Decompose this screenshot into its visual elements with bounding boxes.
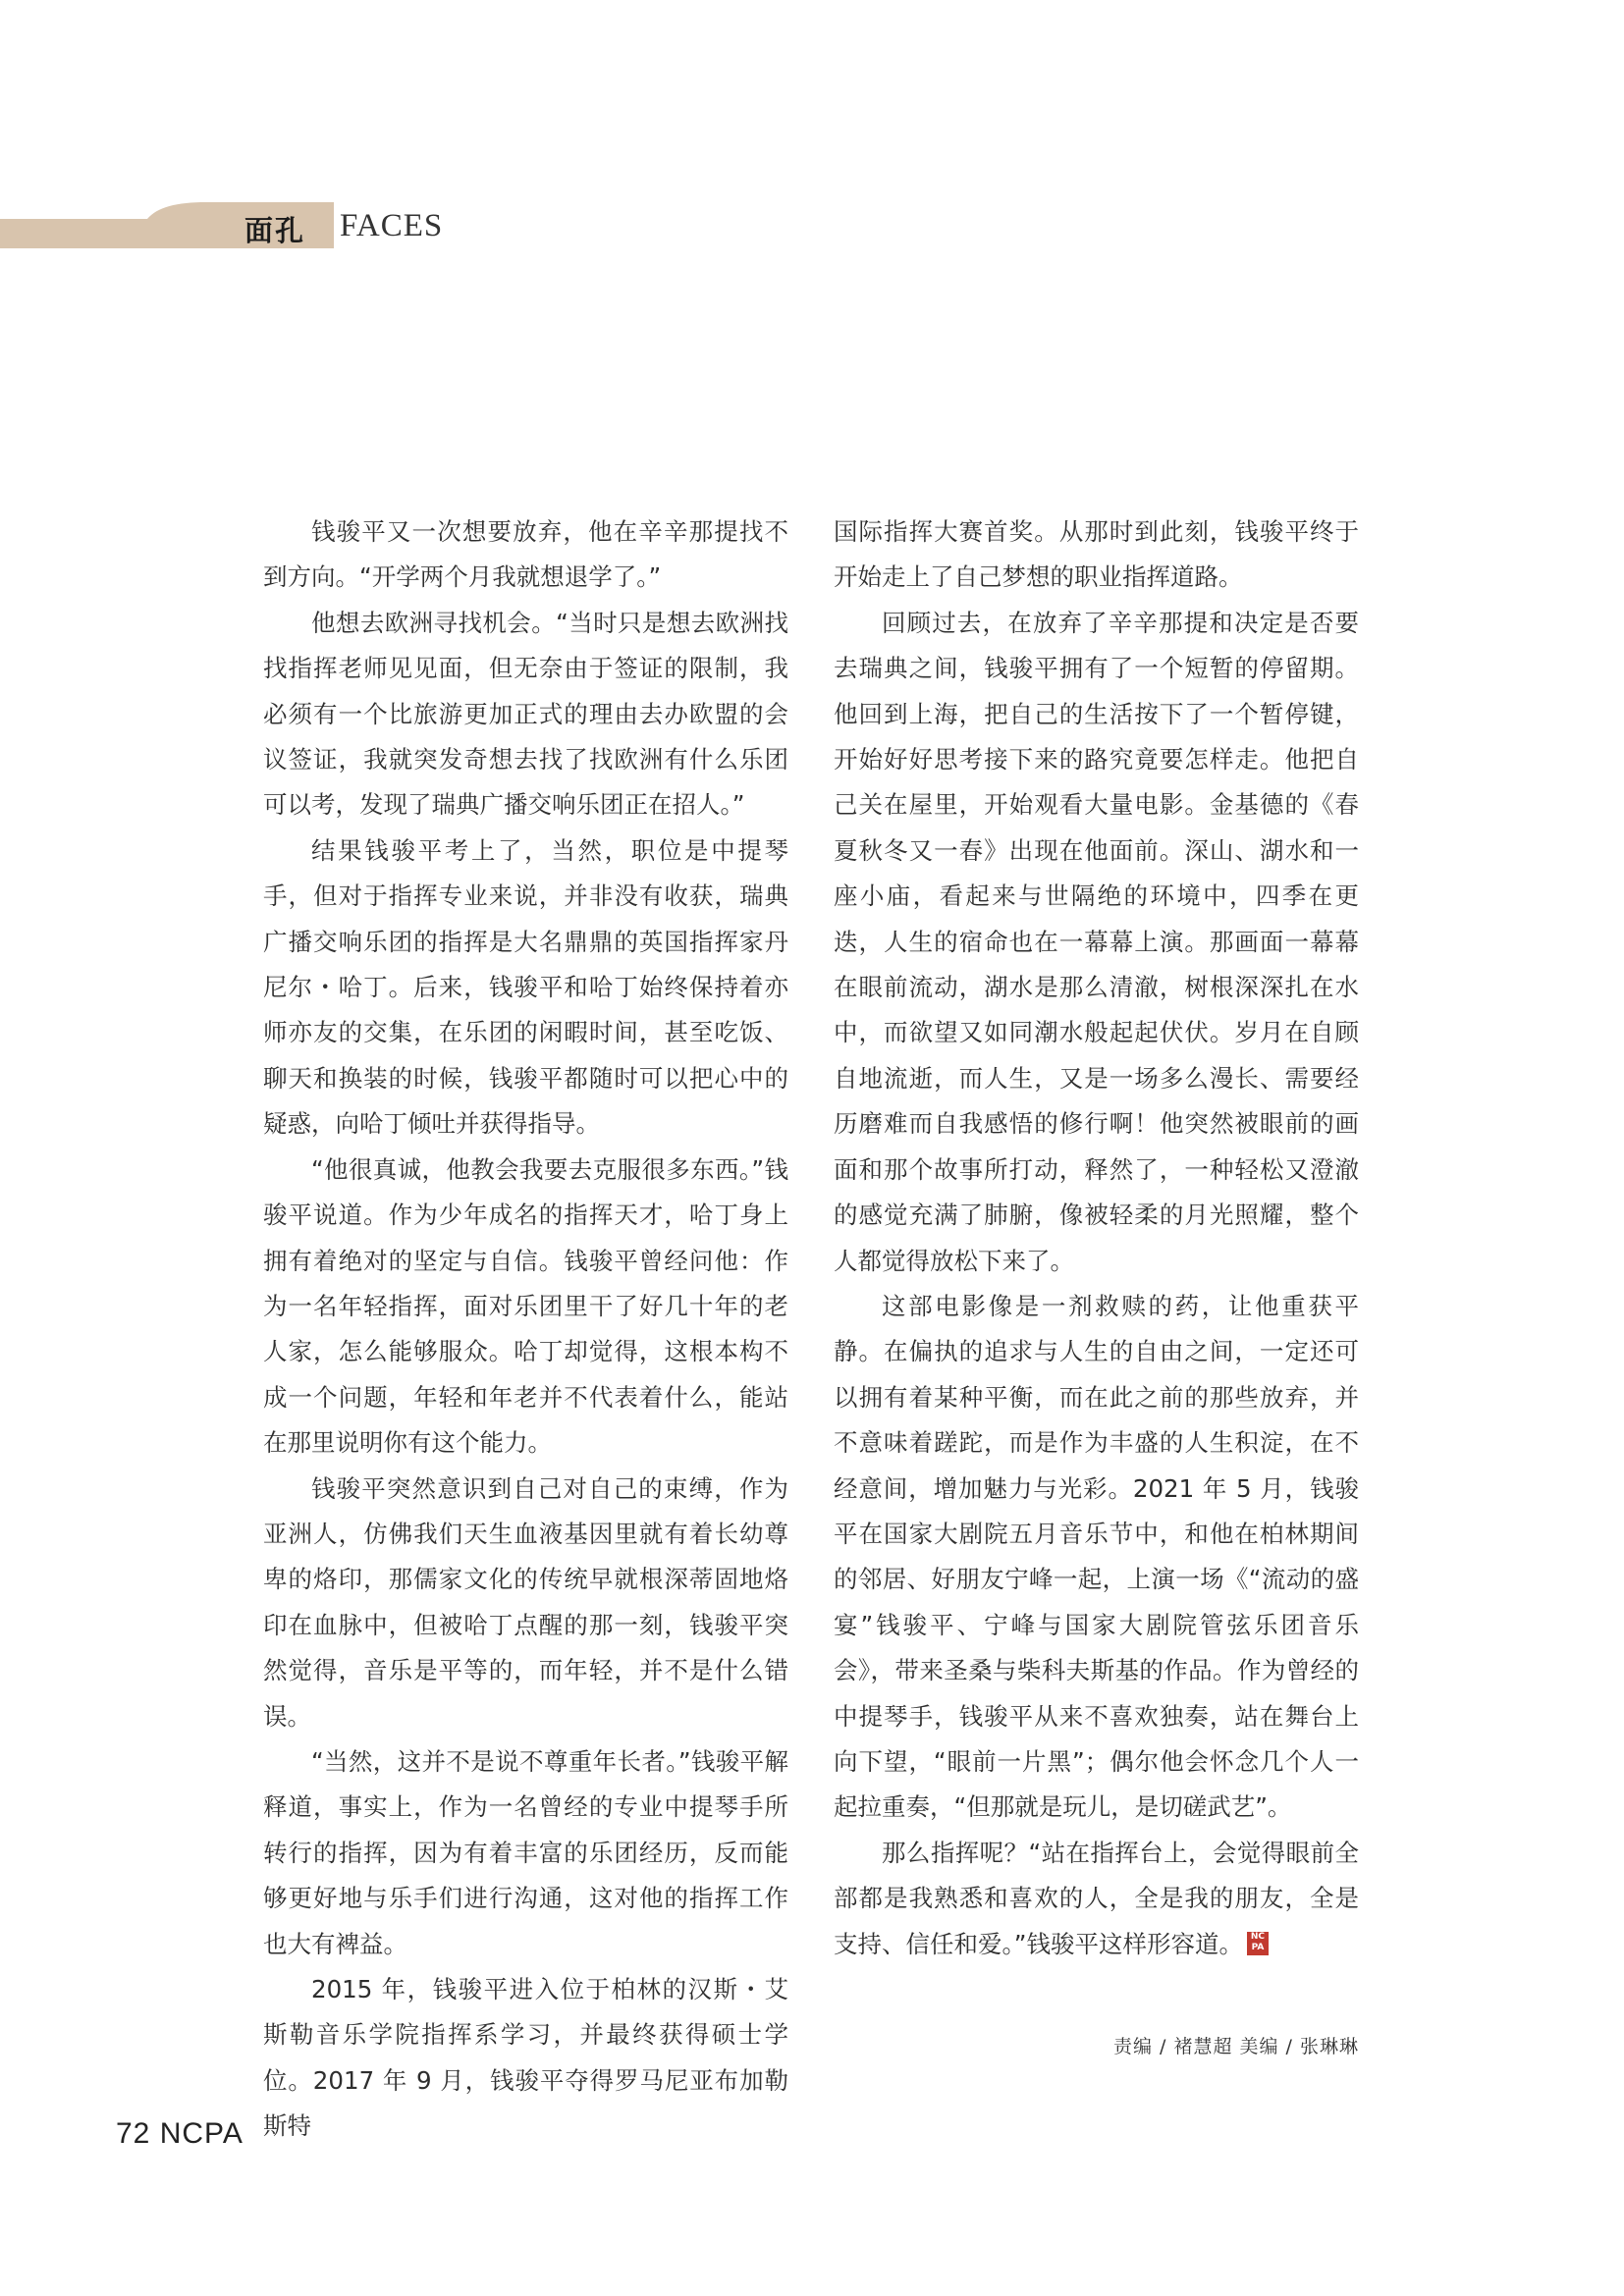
paragraph-text: 结果钱骏平考上了，当然，职位是中提琴手，但对于指挥专业来说，并非没有收获，瑞典广播交响乐团的指挥是大名鼎鼎的英国指挥家丹尼尔・哈丁。后来，钱骏平和哈丁始终保持着亦师亦友的交集，在乐团的闲暇时间，甚至吃饭、聊天和换装的时候，钱骏平都随时可以把心中的疑惑，向哈丁倾吐并获得指导。 <box>263 835 788 1139</box>
paragraph-text: 2015 年，钱骏平进入位于柏林的汉斯・艾斯勒音乐学院指挥系学习，并最终获得硕士学位。2017 年 9 月，钱骏平夺得罗马尼亚布加勒斯特 <box>263 1975 788 2141</box>
article-paragraph <box>834 601 1359 1284</box>
paragraph-text: “当然，这并不是说不尊重年长者。”钱骏平解释道，事实上，作为一名曾经的专业中提琴手所转行的指挥，因为有着丰富的乐团经历，反而能够更好地与乐手们进行沟通，这对他的指挥工作也大有裨益。 <box>263 1746 788 1958</box>
article-column-right <box>834 509 1359 1967</box>
article-paragraph <box>834 1831 1359 1967</box>
article-paragraph <box>263 828 788 1148</box>
paragraph-text: 那么指挥呢？“站在指挥台上，会觉得眼前全部都是我熟悉和喜欢的人，全是我的朋友，全是支持、信任和爱。”钱骏平这样形容道。 <box>834 1838 1359 1958</box>
article-paragraph <box>263 1148 788 1467</box>
section-title-en: FACES <box>340 208 444 243</box>
paragraph-text: 钱骏平又一次想要放弃，他在辛辛那提找不到方向。“开学两个月我就想退学了。” <box>263 517 788 592</box>
article-paragraph <box>263 1467 788 1739</box>
end-mark-line-2: PA <box>1251 1942 1265 1952</box>
paragraph-text: 这部电影像是一剂救赎的药，让他重获平静。在偏执的追求与人生的自由之间，一定还可以拥有着某种平衡，而在此之前的那些放弃，并不意味着蹉跎，而是作为丰盛的人生积淀，在不经意间，增加魅力与光彩。2021 年 5 月，钱骏平在国家大剧院五月音乐节中，和他在柏林期间的邻居、好朋友宁峰一起，上演一场《“流动的盛宴”钱骏平、宁峰与国家大剧院管弦乐团音乐会》，带来圣桑与柴科夫斯基的作品。作为曾经的中提琴手，钱骏平从来不喜欢独奏，站在舞台上向下望，“眼前一片黑”；偶尔他会怀念几个人一起拉重奏，“但那就是玩儿，是切磋武艺”。 <box>834 1291 1359 1822</box>
article-paragraph <box>834 509 1359 601</box>
paragraph-text: “他很真诚，他教会我要去克服很多东西。”钱骏平说道。作为少年成名的指挥天才，哈丁身上拥有着绝对的坚定与自信。钱骏平曾经问他：作为一名年轻指挥，面对乐团里干了好几十年的老人家，怎么能够服众。哈丁却觉得，这根本构不成一个问题，年轻和年老并不代表着什么，能站在那里说明你有这个能力。 <box>263 1154 788 1458</box>
editor-credits: 责编 / 褚慧超 美编 / 张琳琳 <box>1112 2036 1359 2057</box>
paragraph-text: 他想去欧洲寻找机会。“当时只是想去欧洲找找指挥老师见见面，但无奈由于签证的限制，我必须有一个比旅游更加正式的理由去办欧盟的会议签证，我就突发奇想去找了找欧洲有什么乐团可以考，发现了瑞典广播交响乐团正在招人。” <box>263 608 788 820</box>
article-paragraph <box>834 1284 1359 1831</box>
end-of-article-mark <box>1247 1932 1269 1955</box>
article-paragraph <box>263 1967 788 2150</box>
article-paragraph <box>263 601 788 828</box>
page-folio: 72 NCPA <box>116 2117 244 2150</box>
paragraph-text: 回顾过去，在放弃了辛辛那提和决定是否要去瑞典之间，钱骏平拥有了一个短暂的停留期。他回到上海，把自己的生活按下了一个暂停键，开始好好思考接下来的路究竟要怎样走。他把自己关在屋里，开始观看大量电影。金基德的《春夏秋冬又一春》出现在他面前。深山、湖水和一座小庙，看起来与世隔绝的环境中，四季在更迭，人生的宿命也在一幕幕上演。那画面一幕幕在眼前流动，湖水是那么清澈，树根深深扎在水中，而欲望又如同潮水般起起伏伏。岁月在自顾自地流逝，而人生，又是一场多么漫长、需要经历磨难而自我感悟的修行啊！他突然被眼前的画面和那个故事所打动，释然了，一种轻松又澄澈的感觉充满了肺腑，像被轻柔的月光照耀，整个人都觉得放松下来了。 <box>834 608 1359 1275</box>
section-title-cn: 面孔 <box>244 214 306 247</box>
paragraph-text: 钱骏平突然意识到自己对自己的束缚，作为亚洲人，仿佛我们天生血液基因里就有着长幼尊卑的烙印，那儒家文化的传统早就根深蒂固地烙印在血脉中，但被哈丁点醒的那一刻，钱骏平突然觉得，音乐是平等的，而年轻，并不是什么错误。 <box>263 1473 788 1731</box>
end-mark-line-1: NC <box>1250 1931 1266 1942</box>
paragraph-text: 国际指挥大赛首奖。从那时到此刻，钱骏平终于开始走上了自己梦想的职业指挥道路。 <box>834 517 1359 592</box>
article-column-left <box>263 509 788 2150</box>
article-paragraph <box>263 509 788 601</box>
article-paragraph <box>263 1739 788 1967</box>
